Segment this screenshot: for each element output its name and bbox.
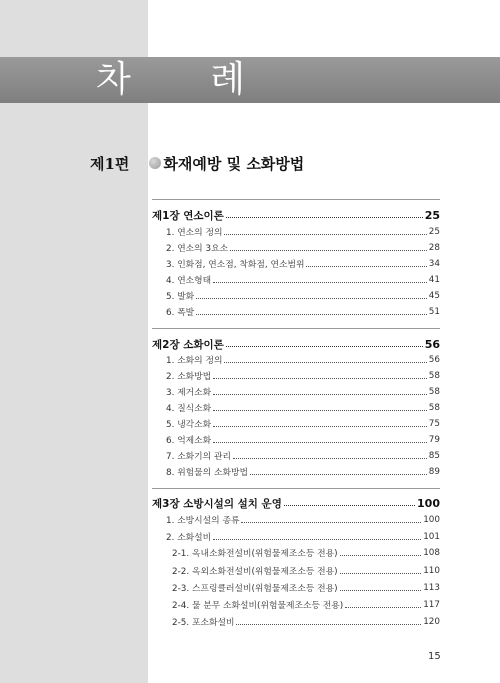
bullet-circle-icon [149, 157, 161, 169]
entry-label: 2. 소화설비 [166, 533, 212, 543]
leader-dots [213, 425, 427, 427]
toc-entry[interactable] [166, 368, 440, 383]
entry-page: 108 [423, 547, 440, 558]
entry-page: 101 [423, 531, 440, 542]
leader-dots [230, 249, 427, 251]
chapter-divider [152, 328, 440, 329]
part-title: 화재예방 및 소화방법 [163, 154, 305, 173]
leader-dots [196, 297, 427, 299]
toc-subentry[interactable] [172, 580, 440, 595]
toc-chapter[interactable] [152, 206, 440, 224]
chapter-label: 제1장 연소이론 [152, 209, 224, 222]
chapter-page: 100 [417, 496, 440, 510]
entry-page: 113 [423, 582, 440, 593]
toc-subentry[interactable] [172, 545, 440, 560]
toc-entry[interactable] [166, 240, 440, 255]
leader-dots [226, 216, 423, 218]
toc-entry[interactable] [166, 448, 440, 463]
entry-page: 120 [423, 616, 440, 627]
entry-page: 58 [428, 386, 440, 397]
entry-label: 2-4. 물 분무 소화설비(위험물제조소등 전용) [172, 601, 344, 611]
leader-dots [306, 265, 426, 267]
entry-label: 2-2. 옥외소화전설비(위험물제조소등 전용) [172, 567, 338, 577]
entry-page: 85 [428, 450, 440, 461]
entry-label: 6. 억제소화 [166, 436, 212, 446]
leader-dots [213, 538, 421, 540]
entry-page: 45 [428, 290, 440, 301]
entry-page: 75 [428, 418, 440, 429]
leader-dots [340, 589, 422, 591]
entry-label: 2-1. 옥내소화전설비(위험물제조소등 전용) [172, 549, 338, 559]
entry-page: 51 [428, 306, 440, 317]
leader-dots [250, 473, 427, 475]
entry-label: 4. 연소형태 [166, 276, 212, 286]
leader-dots [241, 521, 421, 523]
leader-dots [233, 457, 427, 459]
entry-label: 2. 소화방법 [166, 372, 212, 382]
chapter-label: 제2장 소화이론 [152, 338, 224, 351]
part-heading [90, 152, 304, 174]
toc-entry[interactable] [166, 256, 440, 271]
entry-label: 8. 위험물의 소화방법 [166, 468, 248, 478]
part-number: 제1편 [90, 154, 130, 173]
entry-label: 5. 냉각소화 [166, 420, 212, 430]
chapter-divider [152, 488, 440, 489]
toc-subentry[interactable] [172, 597, 440, 612]
leader-dots [236, 623, 421, 625]
leader-dots [213, 409, 427, 411]
entry-label: 3. 인화점, 연소점, 착화점, 연소범위 [166, 260, 305, 270]
entry-label: 7. 소화기의 관리 [166, 452, 231, 462]
entry-page: 58 [428, 370, 440, 381]
toc-entry[interactable] [166, 529, 440, 544]
entry-page: 79 [428, 434, 440, 445]
toc-entry[interactable] [166, 432, 440, 447]
entry-page: 28 [428, 242, 440, 253]
toc-entry[interactable] [166, 400, 440, 415]
leader-dots [213, 393, 427, 395]
entry-label: 1. 소화의 정의 [166, 356, 223, 366]
entry-label: 1. 연소의 정의 [166, 228, 223, 238]
entry-page: 100 [423, 514, 440, 525]
toc-entry[interactable] [166, 416, 440, 431]
leader-dots [345, 606, 421, 608]
entry-label: 2-5. 포소화설비 [172, 618, 235, 628]
entry-label: 1. 소방시설의 종류 [166, 516, 240, 526]
leader-dots [226, 345, 423, 347]
leader-dots [213, 281, 427, 283]
toc-chapter[interactable] [152, 494, 440, 512]
entry-label: 2. 연소의 3요소 [166, 244, 229, 254]
leader-dots [284, 504, 415, 506]
entry-label: 2-3. 스프링클러설비(위험물제조소등 전용) [172, 584, 338, 594]
entry-page: 58 [428, 402, 440, 413]
toc-entry[interactable] [166, 352, 440, 367]
toc-entry[interactable] [166, 512, 440, 527]
page-number: 15 [428, 651, 441, 662]
leader-dots [213, 377, 427, 379]
leader-dots [224, 361, 426, 363]
entry-page: 89 [428, 466, 440, 477]
entry-label: 4. 질식소화 [166, 404, 212, 414]
leader-dots [340, 554, 422, 556]
leader-dots [196, 313, 427, 315]
chapter-label: 제3장 소방시설의 설치 운영 [152, 497, 282, 510]
toc-subentry[interactable] [172, 614, 440, 629]
page-title: 차 례 [96, 59, 279, 100]
leader-dots [213, 441, 427, 443]
toc-entry[interactable] [166, 384, 440, 399]
leader-dots [224, 233, 426, 235]
entry-page: 34 [428, 258, 440, 269]
entry-page: 110 [423, 565, 440, 576]
chapter-page: 25 [424, 208, 440, 222]
entry-label: 5. 발화 [166, 292, 195, 302]
entry-page: 41 [428, 274, 440, 285]
toc-chapter[interactable] [152, 335, 440, 353]
toc-entry[interactable] [166, 224, 440, 239]
toc-subentry[interactable] [172, 563, 440, 578]
chapter-divider [152, 199, 440, 200]
toc-entry[interactable] [166, 304, 440, 319]
toc-entry[interactable] [166, 464, 440, 479]
entry-label: 3. 제거소화 [166, 388, 212, 398]
entry-page: 117 [423, 599, 440, 610]
entry-page: 56 [428, 354, 440, 365]
toc-entry[interactable] [166, 288, 440, 303]
entry-page: 25 [428, 226, 440, 237]
leader-dots [340, 572, 422, 574]
toc-entry[interactable] [166, 272, 440, 287]
chapter-page: 56 [424, 337, 440, 351]
entry-label: 6. 폭발 [166, 308, 195, 318]
